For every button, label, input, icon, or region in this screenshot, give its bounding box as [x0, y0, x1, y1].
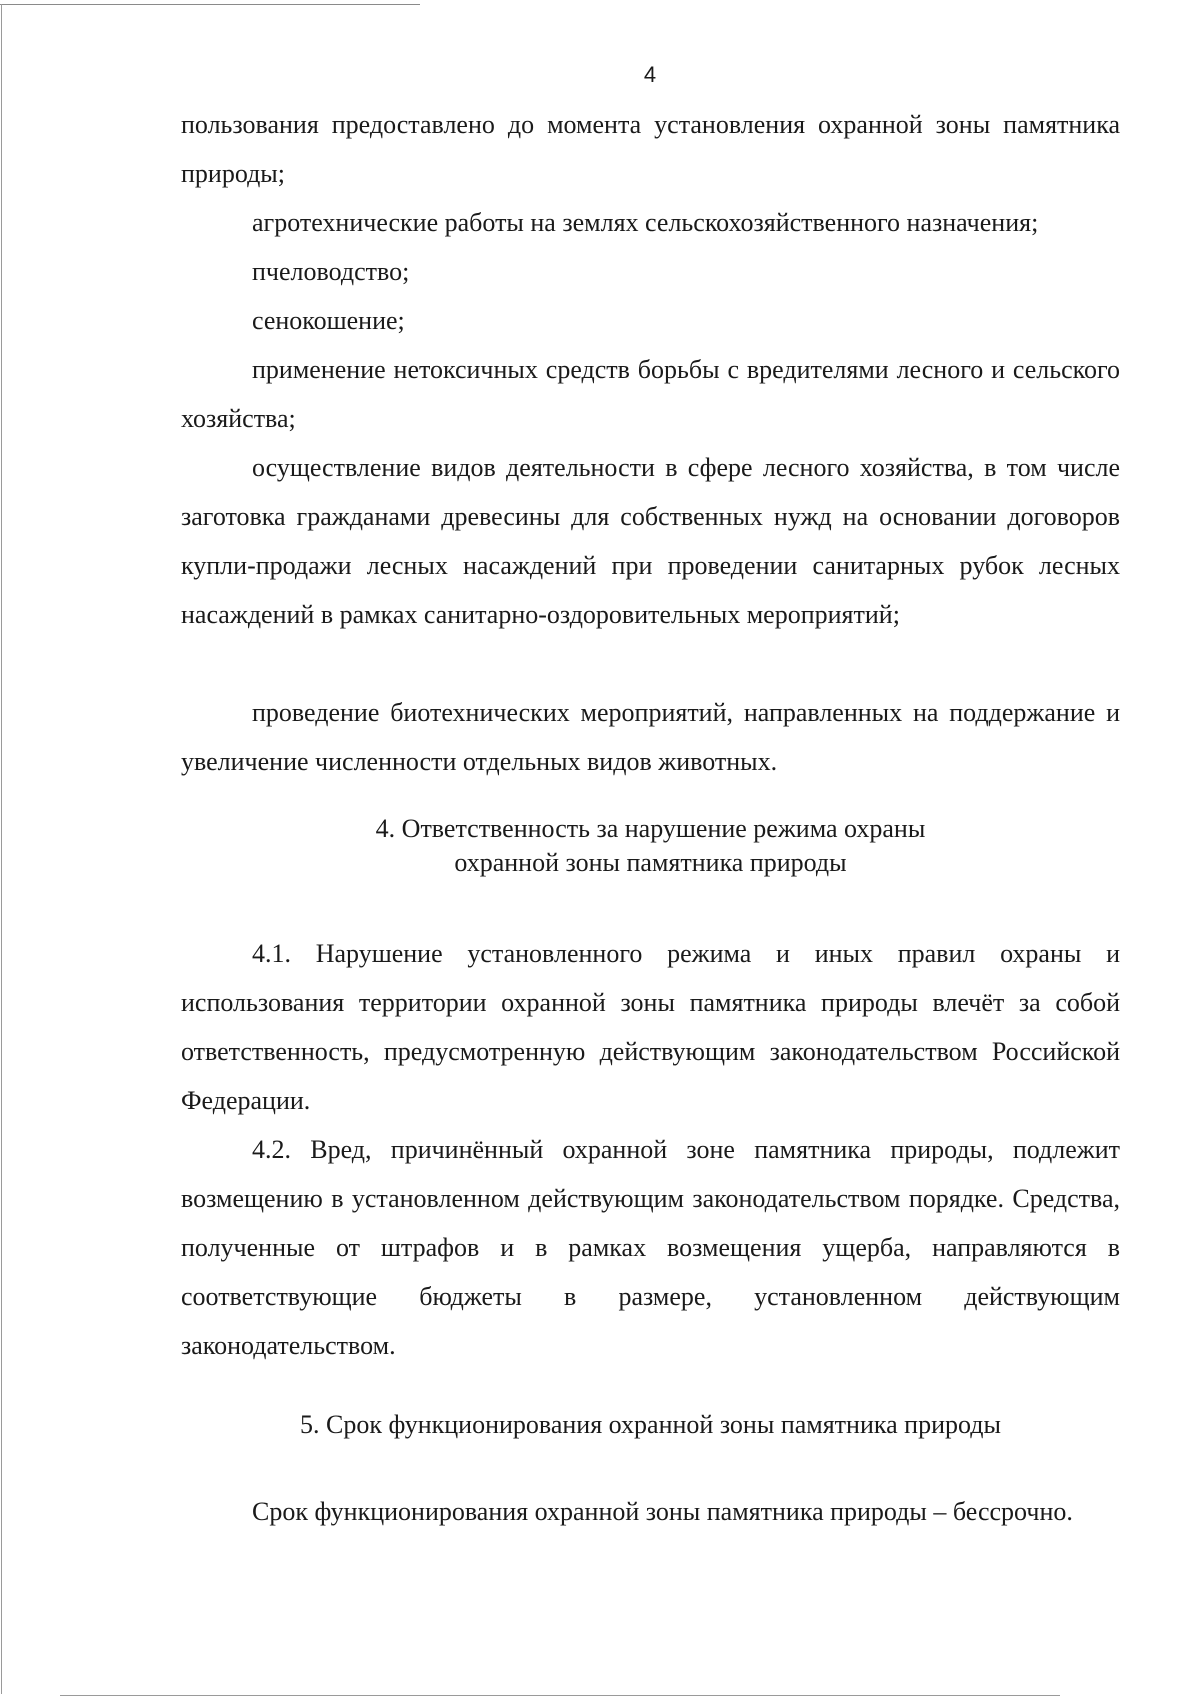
- continuation-paragraph: пользования предоставлено до момента установления охранной зоны памятника природы;: [181, 110, 1120, 188]
- list-item-agrotech: агротехнические работы на землях сельскохозяйственного назначения;: [252, 208, 1039, 237]
- section4-paragraph-1: 4.1. Нарушение установленного режима и иных правил охраны и использования территории охранной зоны памятника природы влечёт за собой ответственность, предусмотренную действующим законодательством Российской Федерации.: [181, 939, 1120, 1115]
- list-item-haymaking: сенокошение;: [252, 306, 405, 335]
- list-item-forestry: осуществление видов деятельности в сфере лесного хозяйства, в том числе заготовка гражданами древесины для собственных нужд на основании договоров купли-продажи лесных насаждений при проведении санитарных рубок лесных насаждений в рамках санитарно-оздоровительных мероприятий;: [181, 453, 1120, 629]
- scan-edge-top: [0, 4, 420, 5]
- list-item-beekeeping: пчеловодство;: [252, 257, 410, 286]
- section5-paragraph-1: Срок функционирования охранной зоны памятника природы – бессрочно.: [252, 1497, 1073, 1526]
- section4-paragraph-2: 4.2. Вред, причинённый охранной зоне памятника природы, подлежит возмещению в установленном действующим законодательством порядке. Средства, полученные от штрафов и в рамках возмещения ущерба, направляются в соответствующие бюджеты в размере, установленном действующим законодательством.: [181, 1135, 1120, 1360]
- page-number: 4: [643, 62, 657, 87]
- section4-heading-line1: 4. Ответственность за нарушение режима охраны: [375, 814, 926, 843]
- list-item-biotechnical: проведение биотехнических мероприятий, направленных на поддержание и увеличение численности отдельных видов животных.: [181, 698, 1120, 776]
- section5-heading-text: 5. Срок функционирования охранной зоны памятника природы: [300, 1410, 1001, 1439]
- section5-heading: [181, 1408, 1120, 1442]
- section4-heading-line2: охранной зоны памятника природы: [454, 848, 847, 877]
- section4-heading: [181, 812, 1120, 880]
- scan-edge-left: [1, 4, 2, 1694]
- list-item-pest-control: применение нетоксичных средств борьбы с вредителями лесного и сельского хозяйства;: [181, 355, 1120, 433]
- scan-edge-bottom: [60, 1695, 1060, 1696]
